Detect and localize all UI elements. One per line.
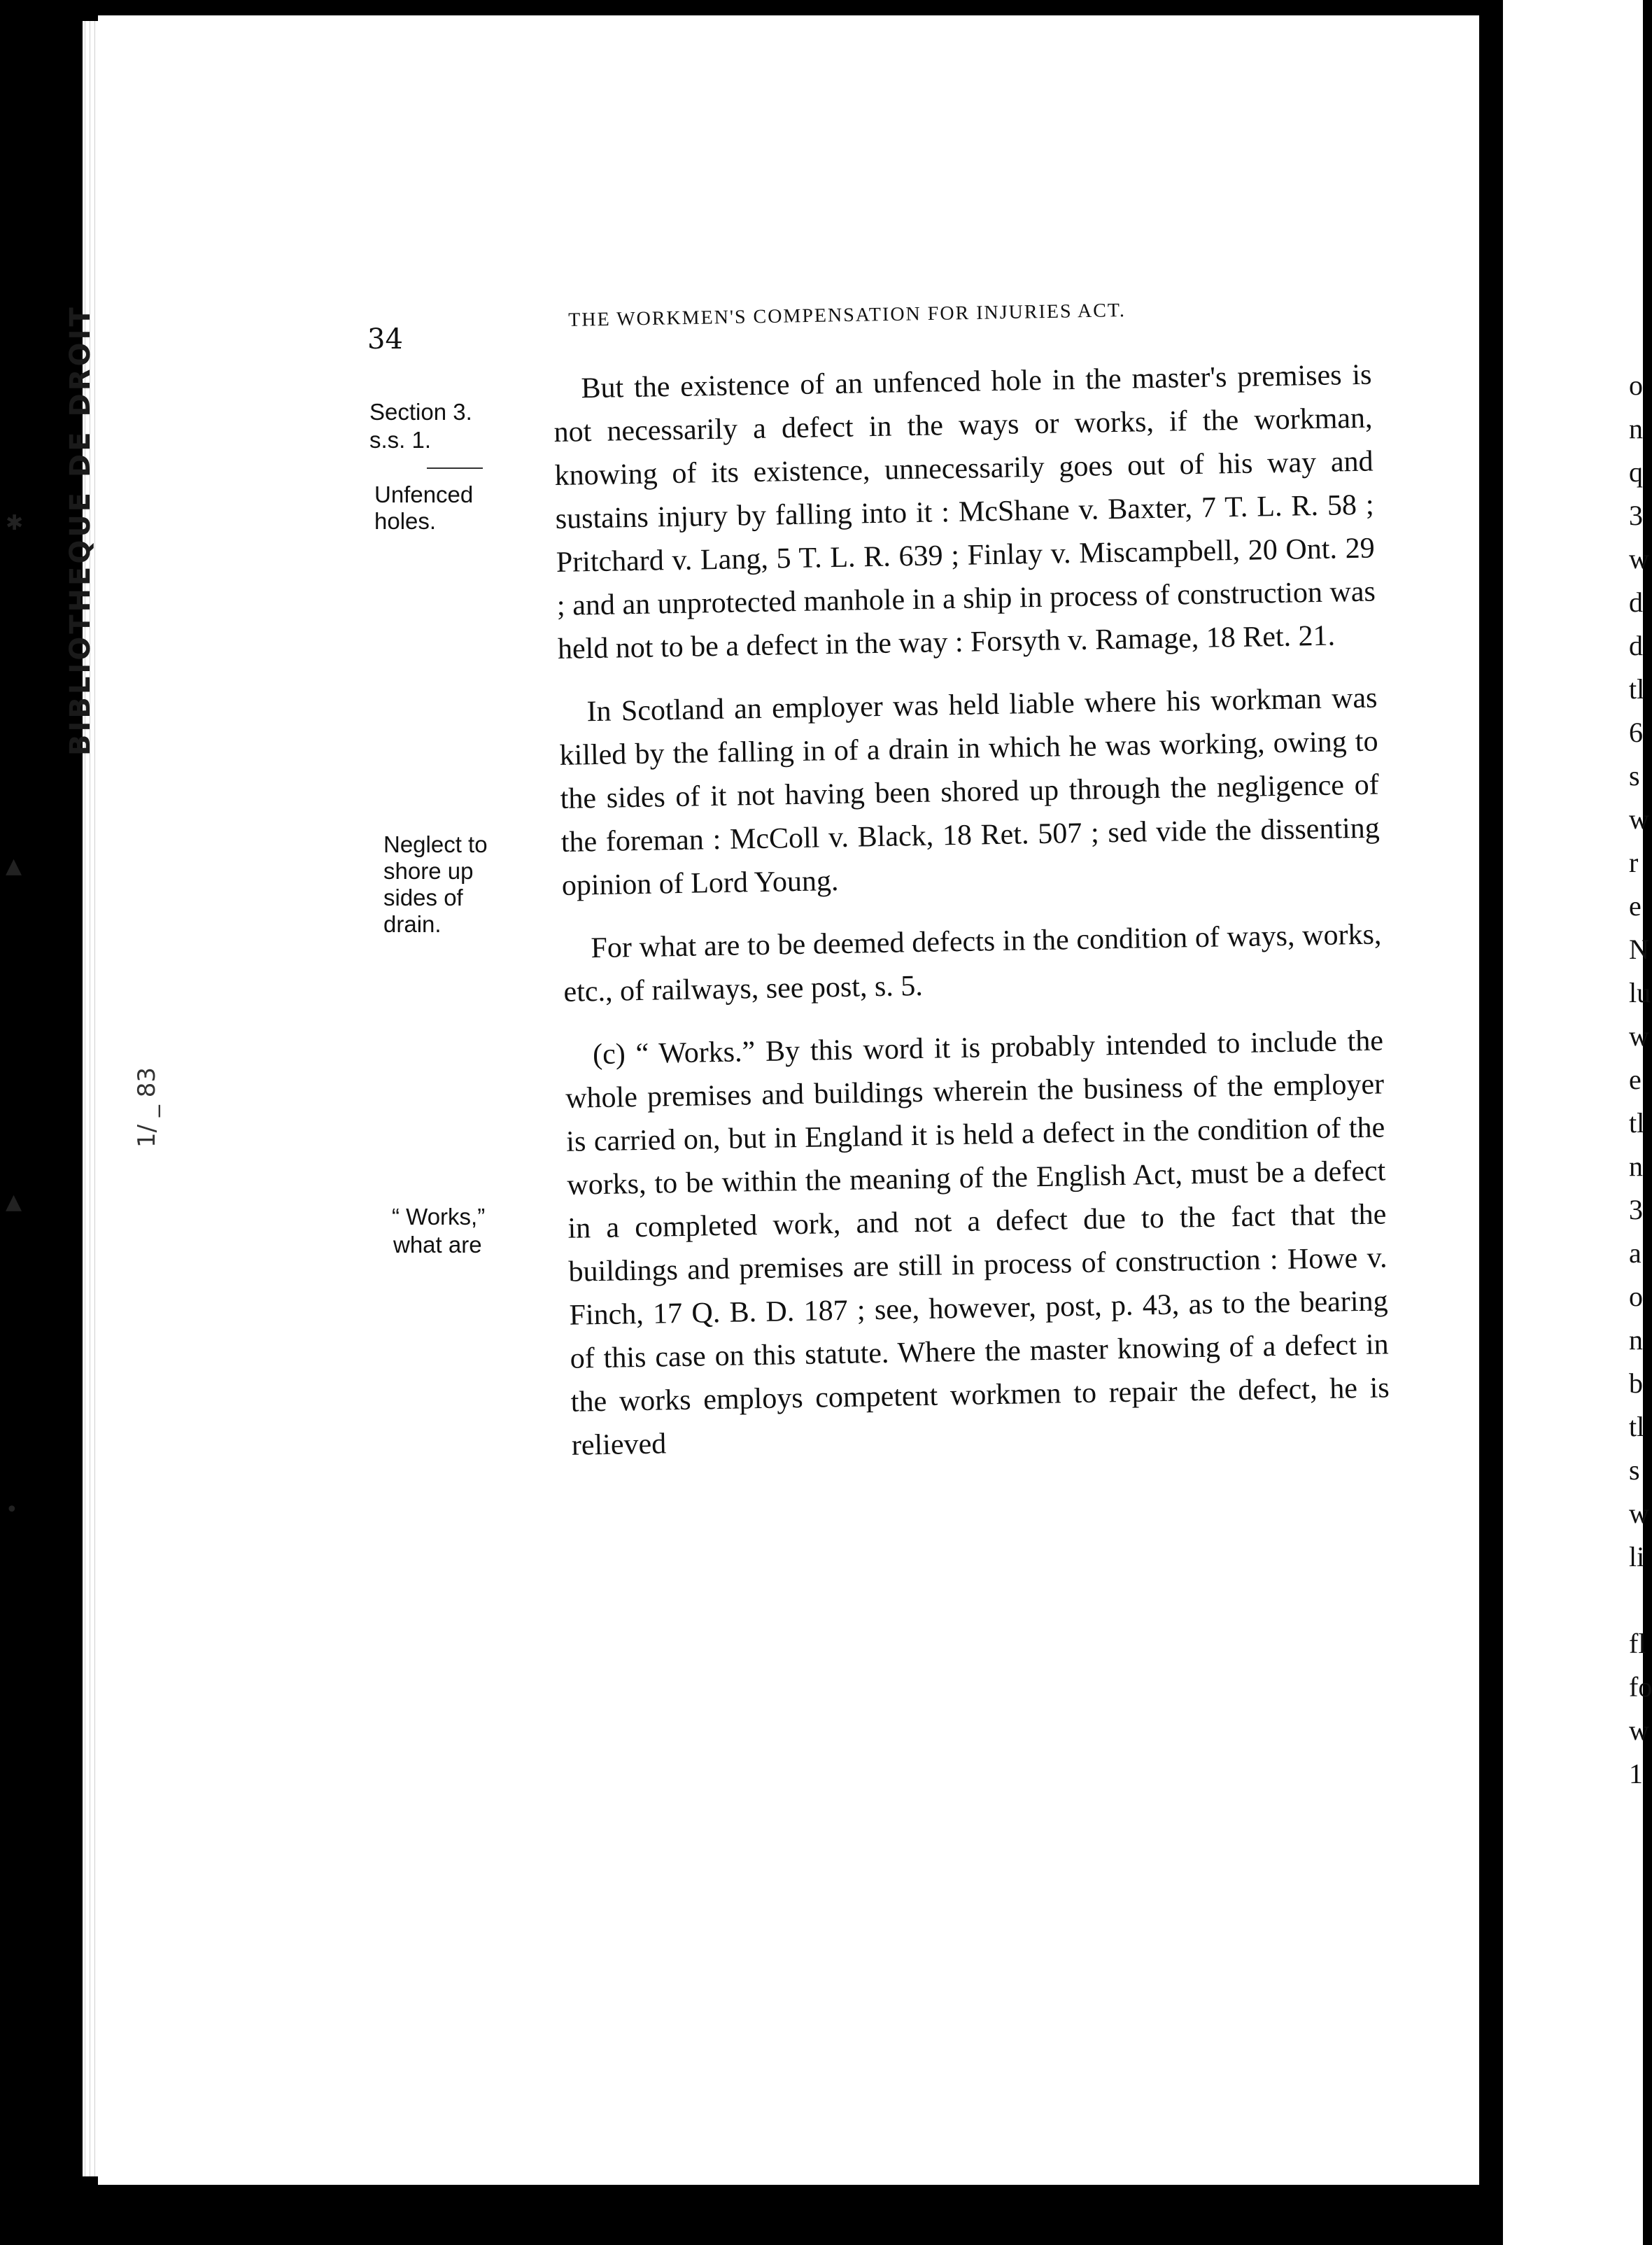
- library-stamp-number: 1/ _ 83: [133, 1067, 161, 1148]
- paragraph-works-definition: (c) “ Works.” By this word it is probably intended to include the whole premises and buildings wherein the business of the employer is carried on, but in England it is held a defect in the condition of the works, to be within the meaning of the English Act, must be a defect in a completed work, and not a defect due to the fact that the buildings and premises are still in process of construction : Howe v. Finch, 17 Q. B. D. 187 ; see, however, post, p. 43, as to the bearing of this case on this statute. Where the master knowing of a defect in the works employs competent workmen to repair the defect, he is relieved: [565, 1025, 1390, 1462]
- facing-page-text: [1629, 364, 1652, 1796]
- facing-line: [1629, 1579, 1652, 1622]
- facing-line: q: [1629, 456, 1643, 488]
- facing-line: w: [1629, 1498, 1649, 1529]
- sidenote-works: “ Works,”: [392, 1204, 486, 1230]
- sidenote-section: Section 3.: [369, 399, 472, 425]
- binding-mark: ▲: [6, 854, 22, 878]
- library-stamp: BIBLIOTHEQUE DE DROIT: [64, 304, 97, 756]
- body-text: [553, 353, 1391, 1487]
- facing-line: d: [1629, 630, 1643, 661]
- facing-line: 3: [1629, 1194, 1643, 1225]
- facing-line: tl: [1629, 1411, 1645, 1442]
- facing-line: a: [1629, 1237, 1642, 1269]
- facing-line: w: [1629, 1020, 1649, 1052]
- facing-line: tl: [1629, 673, 1645, 705]
- facing-line: e: [1629, 1064, 1642, 1095]
- facing-line: fl: [1629, 1628, 1646, 1659]
- facing-line: 1: [1629, 1758, 1643, 1789]
- facing-page: [1503, 0, 1643, 2245]
- page-number: 34: [367, 323, 403, 356]
- binding-mark: •: [6, 1498, 18, 1522]
- sidenote-neglect: shore up: [383, 858, 474, 884]
- facing-line: w: [1629, 803, 1649, 835]
- facing-line: o: [1629, 370, 1643, 401]
- facing-line: lu: [1629, 977, 1651, 1008]
- facing-line: o: [1629, 1281, 1643, 1312]
- sidenote-neglect: drain.: [383, 911, 442, 937]
- facing-line: tl: [1629, 1107, 1645, 1139]
- facing-line: w: [1629, 543, 1649, 575]
- sidenote-neglect: sides of: [383, 885, 463, 910]
- facing-line: s: [1629, 760, 1640, 791]
- facing-line: w: [1629, 1715, 1649, 1746]
- facing-line: 6: [1629, 717, 1643, 748]
- sidenote-divider: [427, 467, 483, 469]
- running-title: THE WORKMEN'S COMPENSATION FOR INJURIES ACT.: [568, 300, 1127, 331]
- sidenote-unfenced: Unfenced: [374, 481, 474, 507]
- facing-line: r: [1629, 847, 1639, 878]
- binding-mark: ▲: [6, 1190, 22, 1214]
- facing-line: fo: [1629, 1671, 1652, 1703]
- paragraph-scotland-drain: In Scotland an employer was held liable where his workman was killed by the falling in of a drain in which he was working, owing to the sides of it not having been shored up through the negligence of the foreman : McColl v. Black, 18 Ret. 507 ; sed vide the dissenting opinion of Lord Young.: [559, 682, 1381, 902]
- facing-line: N: [1629, 934, 1649, 965]
- facing-line: li: [1629, 1541, 1645, 1572]
- binding-mark: ✱: [6, 511, 24, 535]
- facing-line: d: [1629, 586, 1643, 618]
- sidenote-subsection: s.s. 1.: [369, 427, 432, 453]
- facing-line: n: [1629, 1324, 1643, 1356]
- facing-line: n: [1629, 1150, 1643, 1182]
- facing-line: 3: [1629, 500, 1643, 531]
- paragraph-railways: For what are to be deemed defects in the condition of ways, works, etc., of railways, see post, s. 5.: [563, 918, 1382, 1008]
- sidenote-neglect: Neglect to: [383, 831, 488, 857]
- book-spine: [1479, 0, 1503, 2245]
- sidenote-works: what are: [393, 1232, 482, 1258]
- facing-line: n: [1629, 413, 1643, 444]
- paragraph-unfenced-holes: But the existence of an unfenced hole in the master's premises is not necessarily a defect in the ways or works, if the workman, knowing of its existence, unnecessarily goes out of his way and sustains injury by falling into it : McShane v. Baxter, 7 T. L. R. 58 ; Pritchard v. Lang, 5 T. L. R. 639 ; Finlay v. Miscampbell, 20 Ont. 29 ; and an unprotected manhole in a ship in process of construction was held not to be a defect in the way : Forsyth v. Ramage, 18 Ret. 21.: [553, 358, 1376, 666]
- facing-line: e: [1629, 890, 1642, 922]
- facing-line: s: [1629, 1454, 1640, 1486]
- sidenote-unfenced: holes.: [374, 508, 437, 534]
- facing-line: b: [1629, 1367, 1643, 1399]
